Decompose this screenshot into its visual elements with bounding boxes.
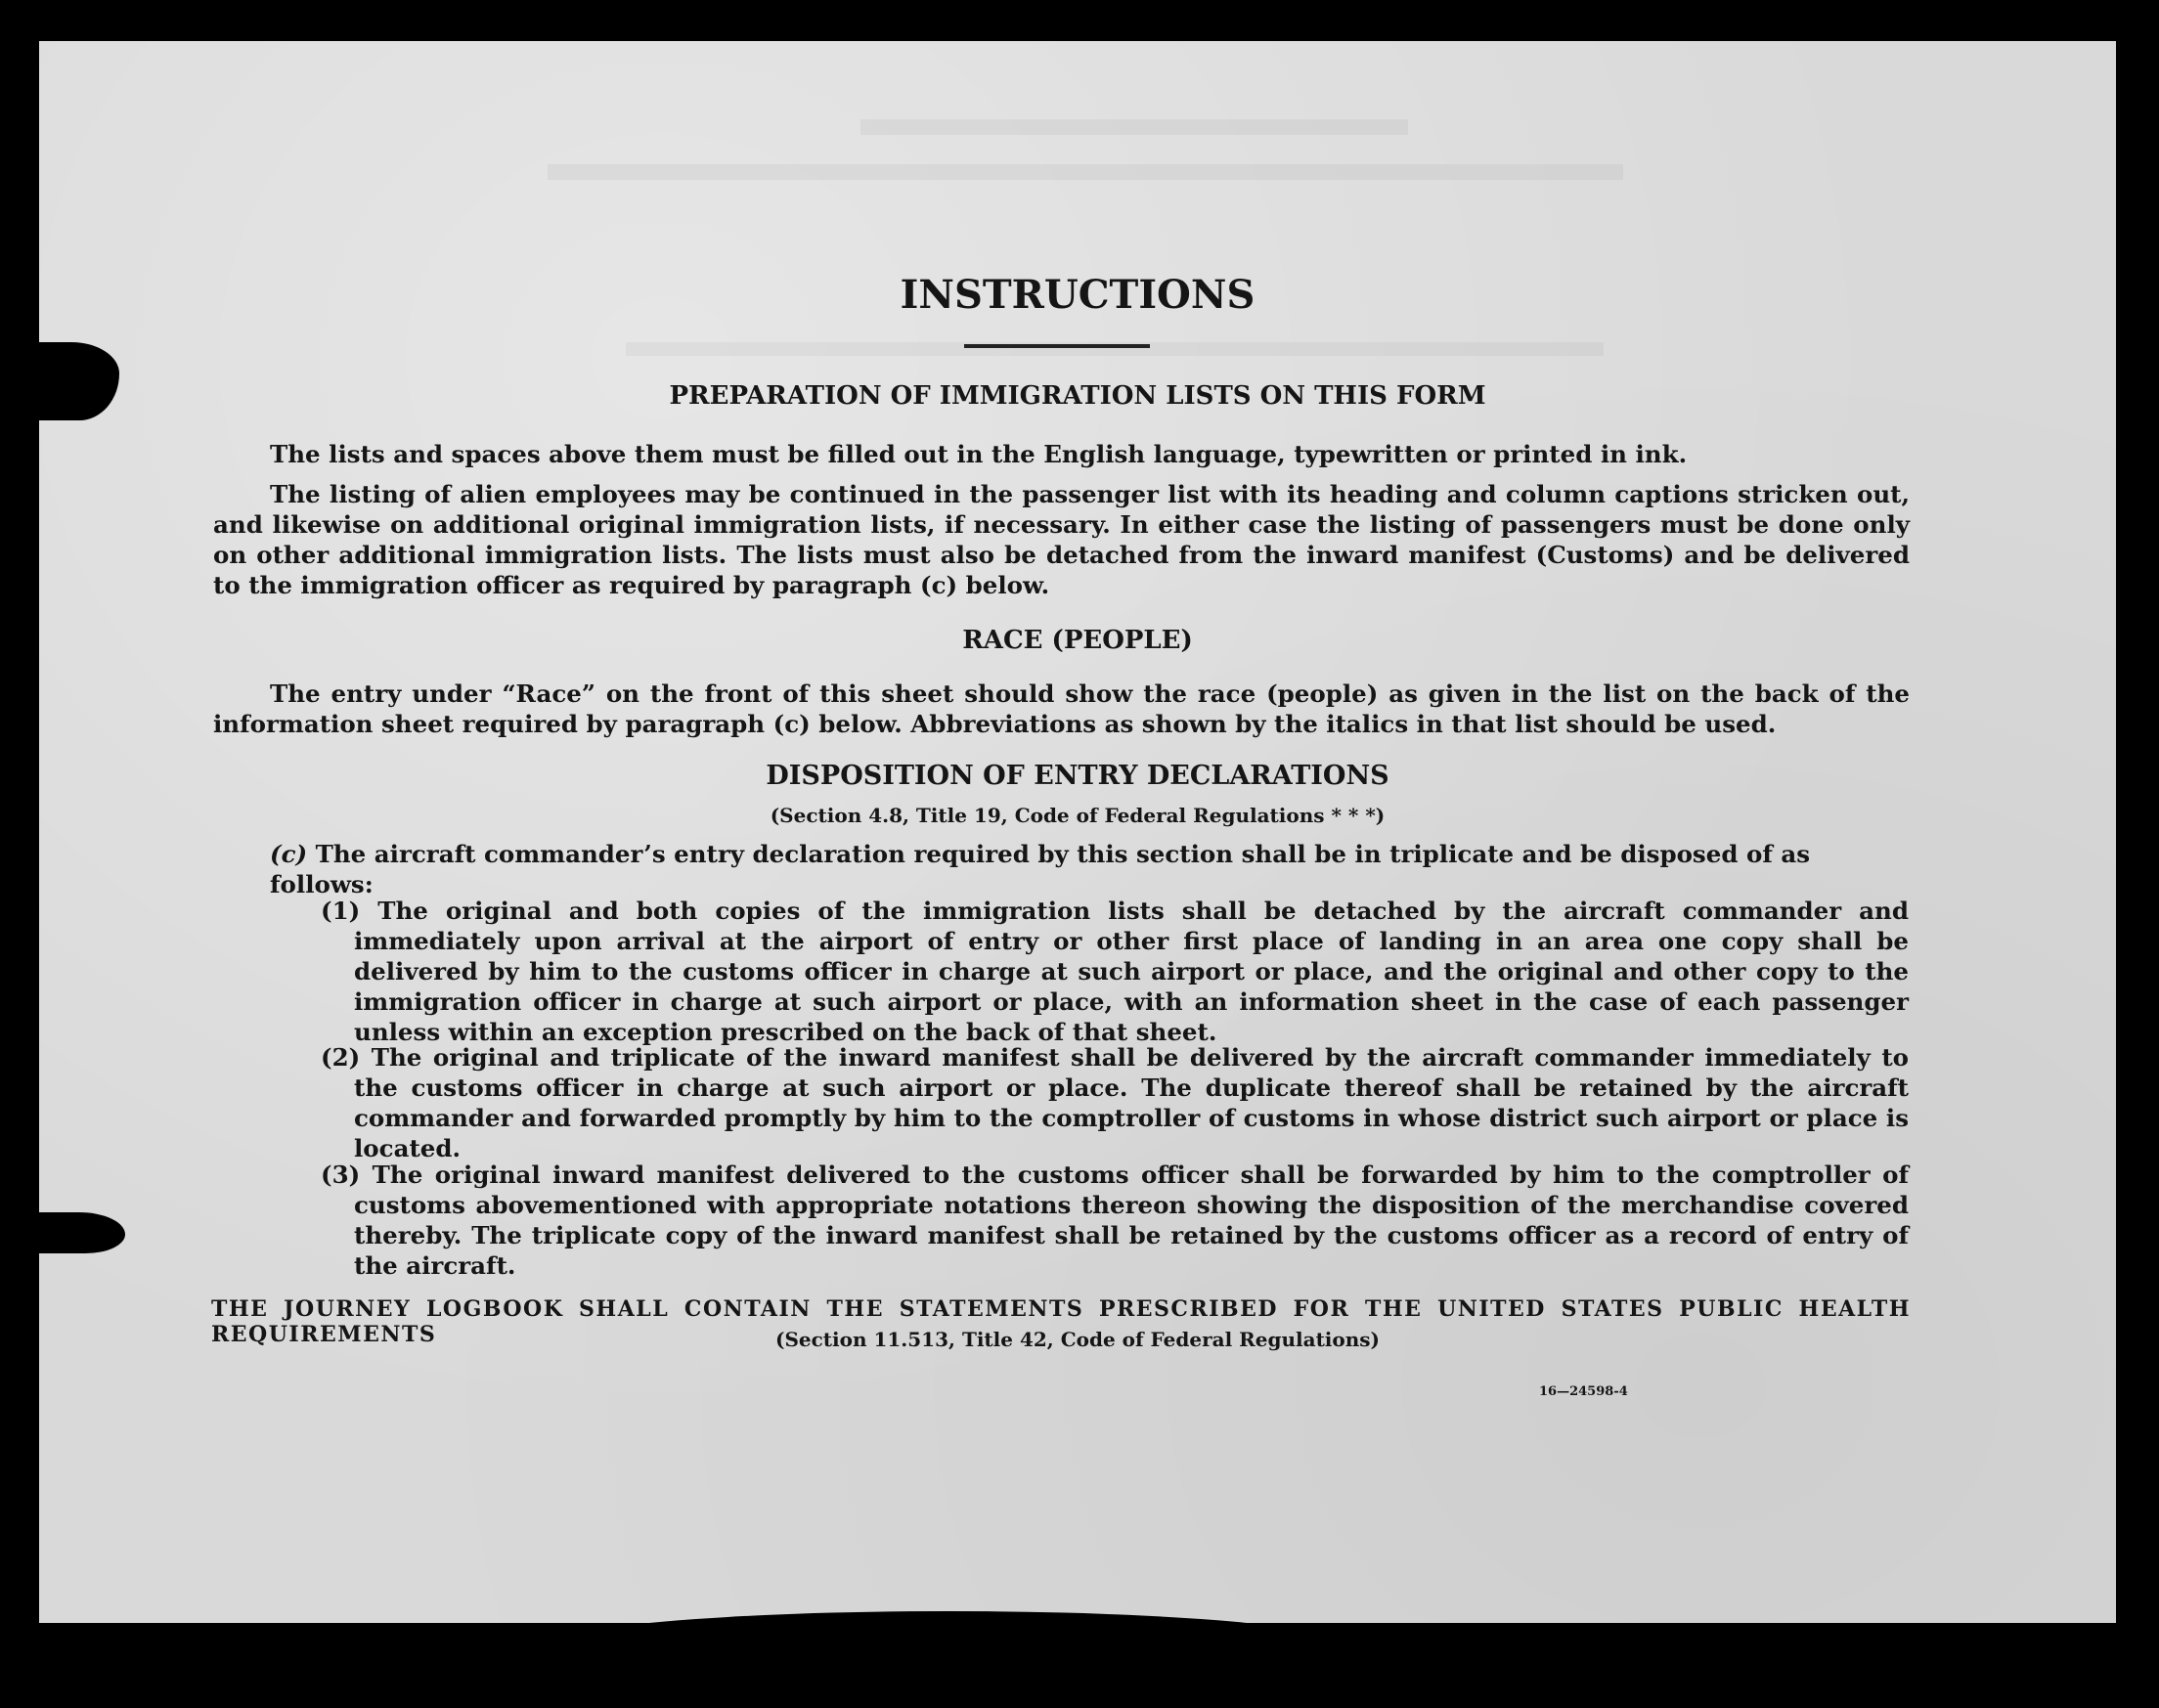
preparation-paragraph-2: The listing of alien employees may be continued in the passenger list with its heading and column captions stricken out, and likewise on additional original immigration lists, if necessary. In either case the listing of passengers must be done only on other additional immigration lists. The lists must also be detached from the inward manifest (Customs) and be delivered to the immigration officer as required by paragraph (c) below. xyxy=(213,480,1910,599)
disposition-intro xyxy=(270,839,1913,899)
disposition-heading: DISPOSITION OF ENTRY DECLARATIONS xyxy=(766,761,1389,791)
disposition-item-2: (2) The original and triplicate of the inward manifest shall be delivered by the aircraft commander immediately to the customs officer in charge at such airport or place. The duplicate thereof shall be retained by the aircraft commander and forwarded promptly by him to the comptroller of customs in whose district such airport or place is located. xyxy=(321,1043,1909,1162)
disposition-citation: (Section 4.8, Title 19, Code of Federal Regulations * * *) xyxy=(770,804,1386,827)
race-heading: RACE (PEOPLE) xyxy=(962,626,1193,655)
paragraph-marker-c: (c) xyxy=(270,840,308,868)
torn-edge-left-lower xyxy=(39,1212,125,1253)
preparation-paragraph-1: The lists and spaces above them must be filled out in the English language, typewritten or printed in ink. xyxy=(270,440,1688,468)
title-underline xyxy=(964,344,1150,348)
form-number: 16—24598-4 xyxy=(1539,1384,1628,1399)
disposition-item-3: (3) The original inward manifest delivered to the customs officer shall be forwarded by him to the comptroller of customs abovementioned with appropriate notations thereon showing the disposition of the merchandise covered thereby. The triplicate copy of the inward manifest shall be retained by the customs officer as a record of entry of the aircraft. xyxy=(321,1161,1909,1280)
health-requirements-statement: THE JOURNEY LOGBOOK SHALL CONTAIN THE STATEMENTS PRESCRIBED FOR THE UNITED STATES PUBLIC HEALTH REQUIREMENTS xyxy=(211,1296,1911,1347)
disposition-item-1: (1) The original and both copies of the immigration lists shall be detached by the aircraft commander and immediately upon arrival at the airport of entry or other first place of landing in an area one copy shall be delivered by him to the customs officer in charge at such airport or place, and the original and other copy to the immigration officer in charge at such airport or place, with an information sheet in the case of each passenger unless within an exception prescribed on the back of that sheet. xyxy=(321,897,1909,1046)
bleed-through-mark xyxy=(860,119,1408,135)
race-paragraph: The entry under “Race” on the front of this sheet should show the race (people) as given in the list on the back of the information sheet required by paragraph (c) below. Abbreviations as shown by the italics in that list should be used. xyxy=(213,679,1910,738)
bleed-through-mark xyxy=(548,164,1623,180)
page-title: INSTRUCTIONS xyxy=(900,272,1256,318)
disposition-intro-text: The aircraft commander’s entry declaration required by this section shall be in triplicate and be disposed of as follows: xyxy=(270,840,1811,898)
preparation-heading: PREPARATION OF IMMIGRATION LISTS ON THIS FORM xyxy=(669,381,1486,411)
health-requirements-citation: (Section 11.513, Title 42, Code of Federal Regulations) xyxy=(774,1328,1381,1351)
